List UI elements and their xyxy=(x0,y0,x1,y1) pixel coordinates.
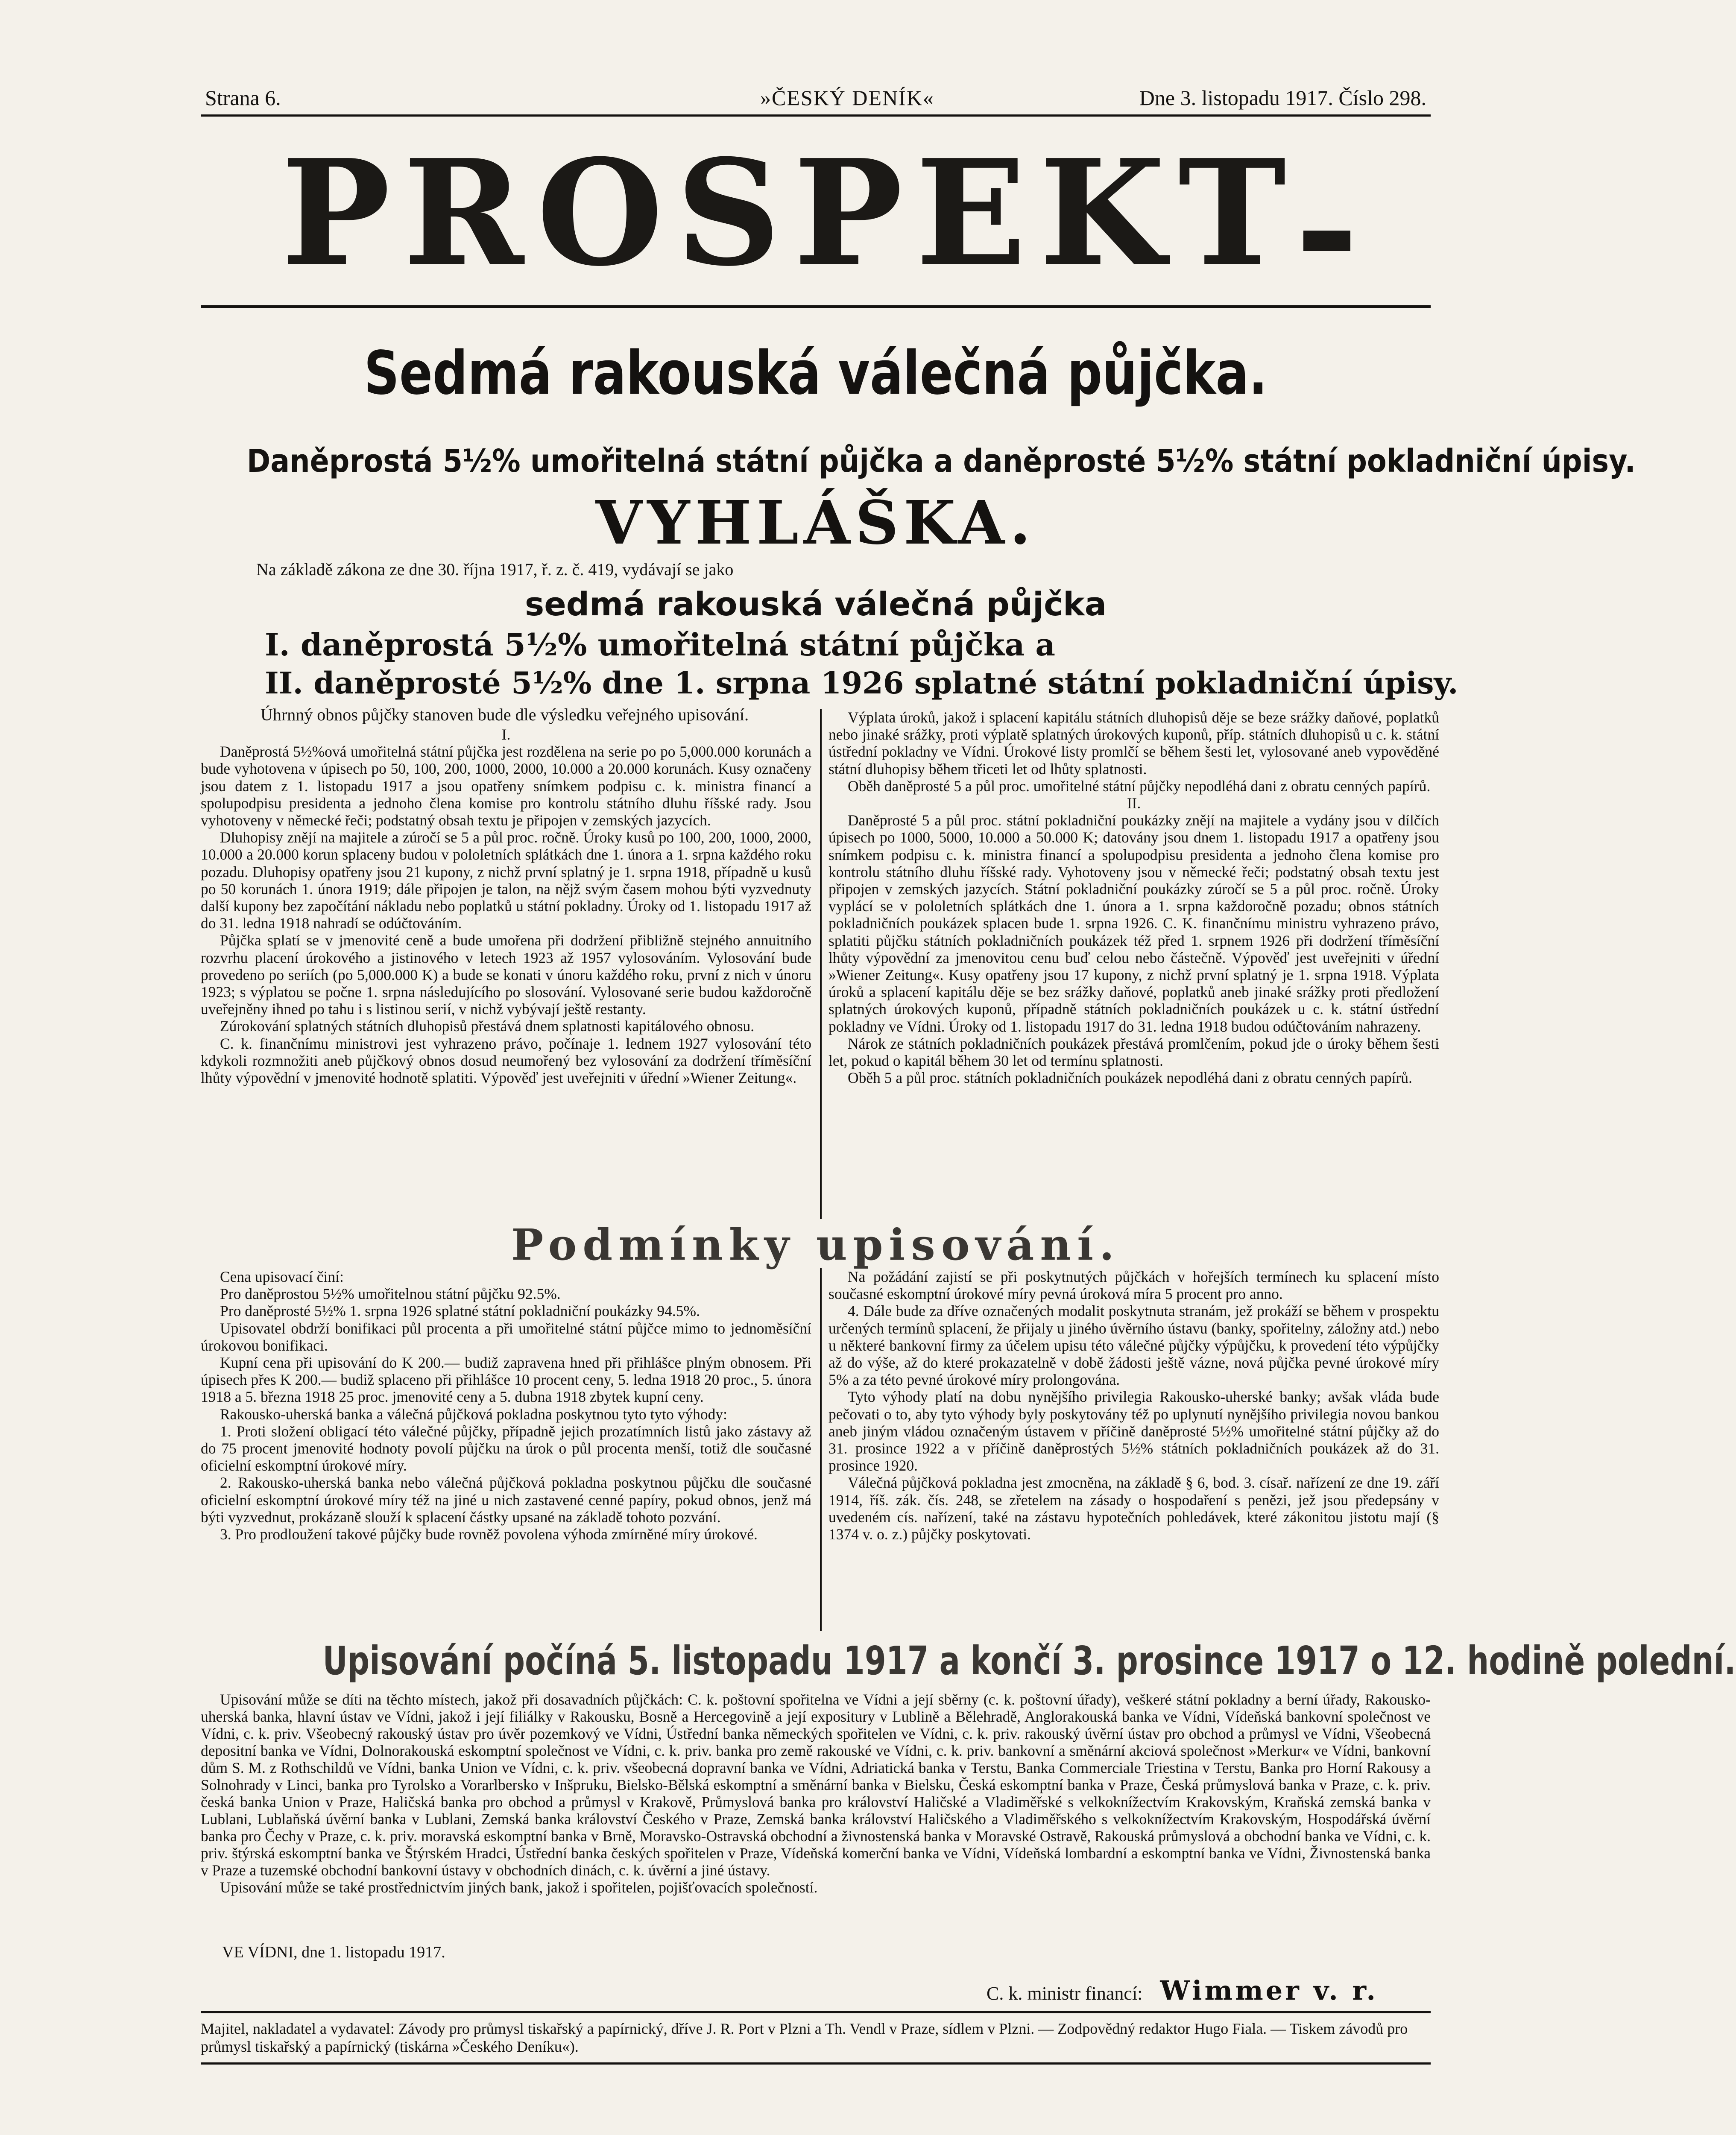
conditions-heading: Podmínky upisování. xyxy=(511,1220,1120,1270)
paragraph: Nárok ze státních pokladničních poukázek přestává promlčením, pokud jde o úroky během šesti let, pokud o kapitál během 30 let od termínu splatnosti. xyxy=(828,1035,1439,1070)
paragraph: Na požádání zajistí se při poskytnutých půjčkách v hořejších termínech ku splacení místo současné eskomptní úrokové míry pevná úroková míra 5 procent pro anno. xyxy=(828,1268,1439,1303)
imprint-footer: Majitel, nakladatel a vydavatel: Závody pro průmysl tiskařský a papírnický, dříve J. R. Port v Plzni a Th. Vendl v Praze, sídlem v Plzni. — Zodpovědný redaktor Hugo Fiala. — Tiskem závodů pro průmysl tiskařský a papírnický (tiskárna »Českého Deníku«). xyxy=(201,2020,1408,2055)
announcement-title: VYHLÁŠKA. xyxy=(595,488,1036,558)
section-heading: II. xyxy=(1127,795,1141,812)
total-amount-line: Úhrnný obnos půjčky stanoven bude dle výsledku veřejného upisování. xyxy=(261,705,749,724)
conditions-left-column xyxy=(201,1268,811,1631)
page-number: Strana 6. xyxy=(205,86,281,110)
paragraph: 4. Dále bude za dříve označených modalit poskytnuta stranám, jež prokáží se během v prospektu určených termínů splacení, že přijaly u jiného úvěrního ústavu (banky, spořitelny, záložny atd.) nebo u některé bankovní firmy za účelem upisu této válečné půjčky výpůjčku, k provedení této výpůjčky až do výše, až do které prokazatelně v době žádosti ještě vázne, nová půjčka pevné úrokové míry 5% a za této pevné úrokové míry prolongována. xyxy=(828,1302,1439,1389)
newspaper-name: »ČESKÝ DENÍK« xyxy=(760,86,934,110)
header-rule xyxy=(201,114,1431,117)
paragraph: 1. Proti složení obligací této válečné půjčky, případně jejich prozatímních listů jako zástavy až do 75 procent jmenovité hodnoty povolí půjčku na úrok o půl procenta menší, totiž dle současné oficielní eskomptní úrokové míry. xyxy=(201,1422,811,1474)
section-one-column xyxy=(201,726,811,1221)
paragraph: Válečná půjčková pokladna jest zmocněna, na základě § 6, bod. 3. císař. nařízení ze dne 19. září 1914, říš. zák. čís. 248, se zřetelem na zásady o hospodaření s penězi, jež jsou předepsány v uvedeném cís. nařízení, také na zástavu hypotečních pohledávek, které zákonitou jistotu mají (§ 1374 v. o. z.) půjčky poskytovati. xyxy=(828,1474,1439,1543)
column-divider-upper xyxy=(820,709,822,1219)
paragraph: Kupní cena při upisování do K 200.— budiž zapravena hned při přihlášce plným obnosem. Při úpisech přes K 200.— budiž splaceno při přihlášce 10 procent ceny, 5. ledna 1918 20 proc., 5. února 1918 a 5. března 1918 25 proc. jmenovité ceny a 5. dubna 1918 zbytek kupní ceny. xyxy=(201,1354,811,1406)
footer-rule-bottom xyxy=(201,2062,1431,2065)
conditions-right-column xyxy=(828,1268,1439,1631)
paragraph: Oběh 5 a půl proc. státních pokladničních poukázek nepodléhá dani z obratu cenných papírů. xyxy=(848,1069,1412,1087)
paragraph: Půjčka splatí se v jmenovité ceně a bude umořena při dodržení přibližně stejného annuitního rozvrhu placení úrokového a jistinového v letech 1923 až 1957 vylosováním. Vylosování bude provedeno po seriích (po 5,000.000 K) a bude se konati v únoru každého roku, první z nich v únoru 1923; s výplatou se počne 1. srpna následujícího po slosování. Vylosované serie budou každoročně uveřejněny ihned po tahu i s listinou serií, v nichž vybývají ještě restanty. xyxy=(201,932,811,1018)
item-one: I. daněprostá 5½% umořitelná státní půjčka a xyxy=(265,626,1056,663)
item-two: II. daněprosté 5½% dne 1. srpna 1926 splatné státní pokladniční úpisy. xyxy=(265,665,1458,701)
paragraph: Upisovatel obdrží bonifikaci půl procenta a při umořitelné státní půjčce mimo to jednoměsíční úrokovou bonifikaci. xyxy=(201,1319,811,1354)
intro-line: Na základě zákona ze dne 30. října 1917, ř. z. č. 419, vydávají se jako xyxy=(256,560,734,579)
paragraph: Pro daněprostou 5½% umořitelnou státní půjčku 92.5%. xyxy=(220,1285,561,1303)
paragraph: Oběh daněprosté 5 a půl proc. umořitelné státní půjčky nepodléhá dani z obratu cenných papírů. xyxy=(848,777,1431,795)
headline: Sedmá rakouská válečná půjčka. xyxy=(364,339,1268,408)
paragraph: Pro daněprosté 5½% 1. srpna 1926 splatné státní pokladniční poukázky 94.5%. xyxy=(220,1302,700,1320)
place-date: VE VÍDNI, dne 1. listopadu 1917. xyxy=(222,1943,445,1961)
signature-name: Wimmer v. r. xyxy=(1160,1975,1378,2006)
paragraph: Daněprosté 5 a půl proc. státní pokladniční poukázky znějí na majitele a vydány jsou v dílčích úpisech po 1000, 5000, 10.000 a 50.000 K; datovány jsou dnem 1. listopadu 1917 a opatřeny jsou snímkem podpisu c. k. ministra financí a spolupodpisu presidenta a jednoho člena komise pro kontrolu státního dluhu říšské rady. Vyhotoveny jsou v německé řeči; podstatný obsah textu jest připojen v zemských jazycích. Státní pokladniční poukázky zúročí se 5 a půl proc. ročně. Úroky vyplácí se v pololetních splátkách dne 1. února a 1. srpna každoročně pozadu; obnos státních pokladničních poukázek splacen bude 1. srpna 1926. C. K. finančnímu ministru vyhrazeno právo, splatiti půjčku státních pokladničních poukázek též před 1. srpnem 1926 při dodržení tříměsíční lhůty výpovědní za jmenovitou cenu buď celou nebo částečně. Výpověď jest uveřejniti v úřední »Wiener Zeitung«. Kusy opatřeny jsou 17 kupony, z nichž první splatný je 1. srpna 1918. Výplata úroků a splacení kapitálu děje se bez srážky daňové, poplatků aneb jinaké srážky proti předložení splatných úrokových kuponů, případně státních pokladničních poukázek u c. k. státní ústřední pokladny ve Vídni. Úroky od 1. listopadu 1917 do 31. ledna 1918 budou odúčtováním nahrazeny. xyxy=(828,812,1439,1035)
newspaper-page xyxy=(184,81,1736,2079)
paragraph: Upisování může se díti na těchto místech, jakož při dosavadních půjčkách: C. k. poštovní spořitelna ve Vídni a její sběrny (c. k. poštovní úřady), veškeré státní pokladny a berní úřady, Rakousko-uherská banka, hlavní ústav ve Vídni, jakož i její filiálky v Rakousku, Bosně a Hercegovině a její expositury v Lublině a Bělehradě, Anglorakouská banka ve Vídni, Vídeňská bankovní společnost ve Vídni, c. k. priv. Všeobecný rakouský ústav pro úvěr pozemkový ve Vídni, Ústřední banka německých spořitelen ve Vídni, c. k. priv. rakouský úvěrní ústav pro obchod a průmysl ve Vídni, Všeobecná depositní banka ve Vídni, Dolnorakouská eskomptní společnost ve Vídni, c. k. priv. banka pro země rakouské ve Vídni, c. k. priv. bankovní a směnární akciová společnost »Merkur« ve Vídni, bankovní dům S. M. z Rothschildů ve Vídni, banka Union ve Vídni, c. k. priv. všeobecná dopravní banka ve Vídni, Adriatická banka v Terstu, Banka Commerciale Triestina v Terstu, Banka pro Horní Rakousy a Solnohrady v Linci, banka pro Tyrolsko a Vorarlbersko v Inšpruku, Bielsko-Bělská eskomptní a směnární banka v Bielsku, Česká eskomptní banka v Praze, Česká průmyslová banka v Praze, c. k. priv. česká banka Union v Praze, Haličská banka pro obchod a průmysl v Krakově, Průmyslová banka pro království Haličské a Vladiměřské s velkoknížectvím Krakovským, Kraňská zemská banka v Lublani, Lublaňská úvěrní banka v Lublani, Zemská banka království Českého v Praze, Zemská banka království Haličského a Vladiměřského s velkoknížectvím Krakovským, Hospodářská úvěrní banka pro Čechy v Praze, c. k. priv. moravská eskomptní banka v Brně, Moravsko-Ostravská obchodní a živnostenská banka v Moravské Ostravě, Rakouská průmyslová a obchodní banka ve Vídni, c. k. priv. štýrská eskomptní banka ve Štýrském Hradci, Ústřední banka českých spořitelen v Praze, Vídeňská komerční banka ve Vídni, Vídeňská lombardní a eskomptní banka ve Vídni, Živnostenská banka v Praze a tuzemské obchodní bankovní ústavy v obchodních dinách, c. k. úvěrní a jiné ústavy. xyxy=(201,1691,1431,1879)
page-header xyxy=(205,81,1426,115)
paragraph: 3. Pro prodloužení takové půjčky bude rovněž povolena výhoda zmírněné míry úrokové. xyxy=(220,1526,758,1543)
paragraph: Tyto výhody platí na dobu nynějšího privilegia Rakousko-uherské banky; avšak vláda bude pečovati o to, aby tyto výhody byly poskytovány též po uplynutí nynějšího privilegia novou bankou aneb jiným vládou označeným ústavem v příčině daněprosté 5½% umořitelné státní půjčky až do 31. prosince 1922 a v příčině daněprostých 5½% státních pokladničních poukázek až do 31. prosince 1920. xyxy=(828,1388,1439,1474)
masthead xyxy=(201,128,1431,299)
paragraph: Zúrokování splatných státních dluhopisů přestává dnem splatnosti kapitálového obnosu. xyxy=(220,1018,755,1035)
paragraph: Výplata úroků, jakož i splacení kapitálu státních dluhopisů děje se beze srážky daňové, poplatků nebo jinaké srážky, proti výplatě splatných úrokových kuponů, příp. státních dluhopisů u c. k. státní ústřední pokladny ve Vídni. Úrokové listy promlčí se během šesti let, vylosované aneb vypověděné státní dluhopisy během třiceti let od lhůty splatnosti. xyxy=(828,709,1439,778)
issue-date: Dne 3. listopadu 1917. Číslo 298. xyxy=(1139,86,1426,110)
subheadline: Daněprostá 5½% umořitelná státní půjčka a daněprosté 5½% státní pokladniční úpisy. xyxy=(247,443,1636,480)
paragraph: Rakousko-uherská banka a válečná půjčková pokladna poskytnou tyto tyto výhody: xyxy=(220,1405,728,1423)
masthead-rule xyxy=(201,305,1431,308)
paragraph: Cena upisovací činí: xyxy=(220,1268,344,1285)
masthead-text: PROSPEKT xyxy=(281,128,1299,298)
subscription-places xyxy=(201,1691,1431,1943)
column-divider-lower xyxy=(820,1268,822,1631)
signature xyxy=(987,1975,1378,2006)
paragraph: Dluhopisy znějí na majitele a zúročí se 5 a půl proc. ročně. Úroky kusů po 100, 200, 1000, 2000, 10.000 a 20.000 korun splaceny budou v pololetních splátkách dne 1. února a 1. srpna každého roku pozadu. Dluhopisy opatřeny jsou 21 kupony, z nichž první splatný je 1. srpna 1918, případně u kusů po 50 korunách 1. února 1919; dále připojen je talon, na nějž svým časem mohou býti vyzvednuty další kupony bez započítání nákladu nebo poplatků u státní pokladny. Úroky od 1. listopadu 1917 až do 31. ledna 1918 nahradí se odúčtováním. xyxy=(201,829,811,932)
paragraph: Upisování může se také prostřednictvím jiných bank, jakož i spořitelen, pojišťovacích společností. xyxy=(220,1879,818,1896)
masthead-dash xyxy=(1303,231,1350,251)
footer-rule xyxy=(201,2011,1431,2013)
section-heading: I. xyxy=(501,726,511,743)
subscription-heading: Upisování počíná 5. listopadu 1917 a končí 3. prosince 1917 o 12. hodině polední. xyxy=(322,1638,1736,1684)
paragraph: C. k. finančnímu ministrovi jest vyhrazeno právo, počínaje 1. lednem 1927 vylosování této kdykoli rozmnožiti aneb půjčkový obnos dosud neumořený bez vylosování za dodržení tříměsíční lhůty výpovědní v jmenovité hodnotě splatiti. Výpověď jest uveřejniti v úřední »Wiener Zeitung«. xyxy=(201,1035,811,1087)
paragraph: 2. Rakousko-uherská banka nebo válečná půjčková pokladna poskytnou půjčku dle současné oficielní eskomptní úrokové míry též na jiné u nich zastavené cenné papíry, pokud obnos, jenž má býti vyzvednut, prokázaně slouží k splacení částky upsané na základě tohoto pozvání. xyxy=(201,1474,811,1526)
paragraph: Daněprostá 5½%ová umořitelná státní půjčka jest rozdělena na serie po po 5,000.000 korunách a bude vyhotovena v úpisech po 50, 100, 200, 1000, 2000, 10.000 a 20.000 korunách. Kusy označeny jsou datem z 1. listopadu 1917 a jsou opatřeny snímkem podpisu c. k. ministra financí a spolupodpisu presidenta a jednoho člena komise pro kontrolu státního dluhu říšské rady. Jsou vyhotoveny v německé řeči; podstatný obsah textu je připojen v zemských jazycích. xyxy=(201,743,811,829)
signature-role: C. k. ministr financí: xyxy=(987,1983,1143,2004)
section-two-column xyxy=(828,709,1439,1221)
loan-name: sedmá rakouská válečná půjčka xyxy=(525,585,1107,623)
